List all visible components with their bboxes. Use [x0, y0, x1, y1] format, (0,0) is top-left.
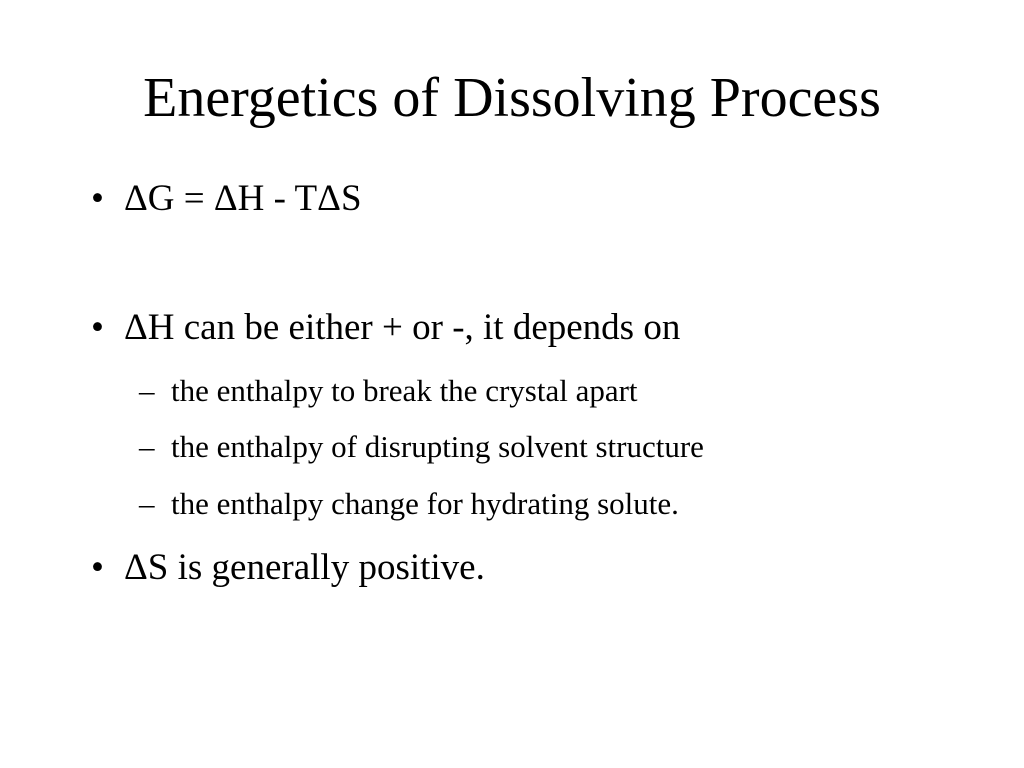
sub-bullet-item-crystal	[139, 371, 638, 411]
sub-bullet-item-solvent	[139, 427, 704, 467]
bullet-marker: •	[91, 178, 104, 219]
bullet-text: ΔG = ΔH - TΔS	[124, 178, 362, 219]
sub-bullet-marker: –	[139, 429, 155, 464]
sub-bullet-marker: –	[139, 486, 155, 521]
bullet-text: ΔS is generally positive.	[124, 547, 485, 588]
bullet-marker: •	[91, 547, 104, 588]
slide-title: Energetics of Dissolving Process	[143, 67, 881, 129]
sub-bullet-marker: –	[139, 373, 155, 408]
sub-bullet-text: the enthalpy to break the crystal apart	[171, 373, 638, 408]
bullet-text: ΔH can be either + or -, it depends on	[124, 307, 681, 348]
sub-bullet-text: the enthalpy of disrupting solvent structure	[171, 429, 704, 464]
bullet-marker: •	[91, 307, 104, 348]
sub-bullet-item-hydration	[139, 484, 679, 524]
bullet-item-entropy	[91, 545, 485, 591]
bullet-item-enthalpy	[91, 305, 681, 351]
sub-bullet-text: the enthalpy change for hydrating solute.	[171, 486, 679, 521]
bullet-item-gibbs-equation	[91, 176, 362, 222]
